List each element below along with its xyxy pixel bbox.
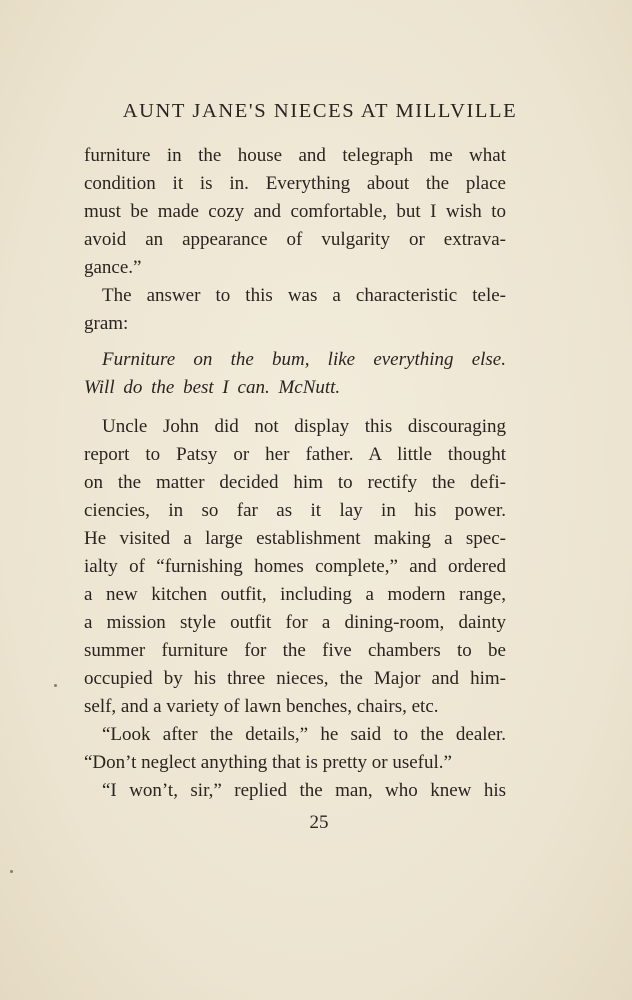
page-number: 25 bbox=[309, 812, 329, 833]
text-line: ciencies, in so far as it lay in his power. bbox=[84, 500, 506, 521]
paper-speck bbox=[54, 684, 57, 687]
text-line: occupied by his three nieces, the Major and him- bbox=[84, 668, 506, 689]
paragraph-5 bbox=[84, 721, 506, 777]
telegram-quote bbox=[84, 346, 506, 402]
text-line: gram: bbox=[84, 313, 129, 334]
paragraph-1 bbox=[84, 142, 506, 282]
spacer bbox=[84, 402, 506, 413]
text-line: self, and a variety of lawn benches, chairs, etc. bbox=[84, 696, 439, 717]
text-line: a mission style outfit for a dining-room, dainty bbox=[84, 612, 506, 633]
running-head: AUNT JANE'S NIECES AT MILLVILLE bbox=[122, 100, 518, 122]
text-line: on the matter decided him to rectify the defi- bbox=[84, 472, 506, 493]
text-line: gance.” bbox=[84, 257, 142, 278]
text-line: avoid an appearance of vulgarity or extrava- bbox=[84, 229, 506, 250]
text-line: report to Patsy or her father. A little thought bbox=[84, 444, 506, 465]
text-line: “Look after the details,” he said to the dealer. bbox=[102, 724, 506, 745]
paper-speck bbox=[10, 870, 13, 873]
text-line: “I won’t, sir,” replied the man, who knew his bbox=[102, 780, 506, 801]
text-line: a new kitchen outfit, including a modern range, bbox=[84, 584, 506, 605]
text-line: ialty of “furnishing homes complete,” and ordered bbox=[84, 556, 506, 577]
text-line: summer furniture for the five chambers to be bbox=[84, 640, 506, 661]
paragraph-2 bbox=[84, 282, 506, 338]
body-text bbox=[84, 142, 506, 805]
text-line: condition it is in. Everything about the place bbox=[84, 173, 506, 194]
text-line: must be made cozy and comfortable, but I wish to bbox=[84, 201, 506, 222]
text-line: Uncle John did not display this discouraging bbox=[102, 416, 506, 437]
text-line: Furniture on the bum, like everything else. bbox=[102, 349, 506, 370]
text-line: furniture in the house and telegraph me what bbox=[84, 145, 506, 166]
text-line: “Don’t neglect anything that is pretty or useful.” bbox=[84, 752, 452, 773]
paragraph-6 bbox=[84, 777, 506, 805]
text-line: Will do the best I can. McNutt. bbox=[84, 377, 341, 398]
paragraph-4 bbox=[84, 413, 506, 721]
spacer bbox=[84, 338, 506, 346]
text-line: He visited a large establishment making a spec- bbox=[84, 528, 506, 549]
text-line: The answer to this was a characteristic tele- bbox=[102, 285, 506, 306]
